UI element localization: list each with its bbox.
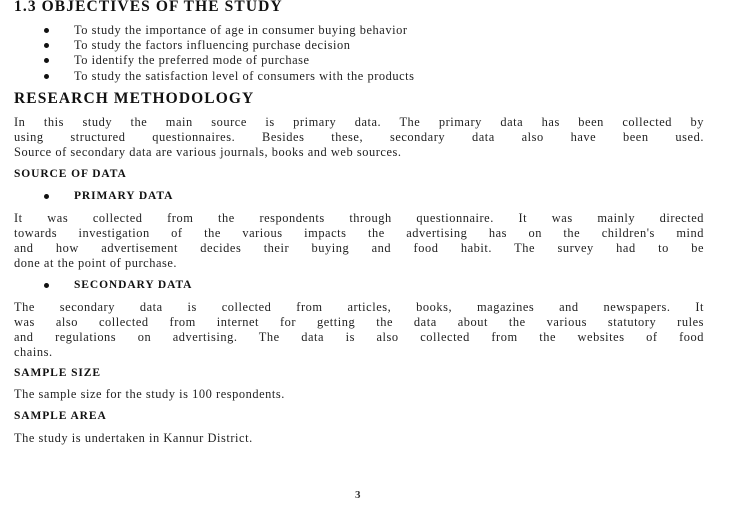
secondary-data-paragraph-line: was also collected from internet for getting the data about the various statutory rules (14, 315, 704, 329)
methodology-heading: RESEARCH METHODOLOGY (14, 90, 255, 107)
sample-size-text: The sample size for the study is 100 respondents. (14, 387, 285, 401)
bullet-icon (44, 28, 49, 33)
methodology-paragraph-line: In this study the main source is primary data. The primary data has been collected by (14, 115, 704, 129)
methodology-paragraph-line: using structured questionnaires. Besides these, secondary data also have been used. (14, 130, 704, 144)
primary-data-paragraph-line: towards investigation of the various impacts the advertising has on the children's mind (14, 226, 704, 240)
objective-item: To study the importance of age in consumer buying behavior (74, 23, 408, 37)
secondary-data-heading: SECONDARY DATA (74, 279, 193, 291)
objective-item: To identify the preferred mode of purchase (74, 53, 310, 67)
bullet-icon (44, 43, 49, 48)
secondary-data-paragraph-line: The secondary data is collected from articles, books, magazines and newspapers. It (14, 300, 704, 314)
bullet-icon (44, 58, 49, 63)
objectives-heading: 1.3 OBJECTIVES OF THE STUDY (14, 0, 283, 15)
secondary-data-paragraph-line: chains. (14, 345, 53, 359)
methodology-paragraph-line: Source of secondary data are various journals, books and web sources. (14, 145, 402, 159)
objective-item: To study the satisfaction level of consumers with the products (74, 69, 415, 83)
bullet-icon (44, 283, 49, 288)
sample-area-heading: SAMPLE AREA (14, 410, 107, 422)
bullet-icon (44, 194, 49, 199)
source-of-data-heading: SOURCE OF DATA (14, 168, 127, 180)
objective-item: To study the factors influencing purchase decision (74, 38, 351, 52)
primary-data-heading: PRIMARY DATA (74, 190, 174, 202)
sample-size-heading: SAMPLE SIZE (14, 367, 101, 379)
bullet-icon (44, 74, 49, 79)
secondary-data-paragraph-line: and regulations on advertising. The data is also collected from the websites of food (14, 330, 704, 344)
primary-data-paragraph-line: done at the point of purchase. (14, 256, 178, 270)
sample-area-text: The study is undertaken in Kannur District. (14, 431, 253, 445)
page-number: 3 (355, 489, 361, 501)
primary-data-paragraph-line: It was collected from the respondents through questionnaire. It was mainly directed (14, 211, 704, 225)
primary-data-paragraph-line: and how advertisement decides their buying and food habit. The survey had to be (14, 241, 704, 255)
